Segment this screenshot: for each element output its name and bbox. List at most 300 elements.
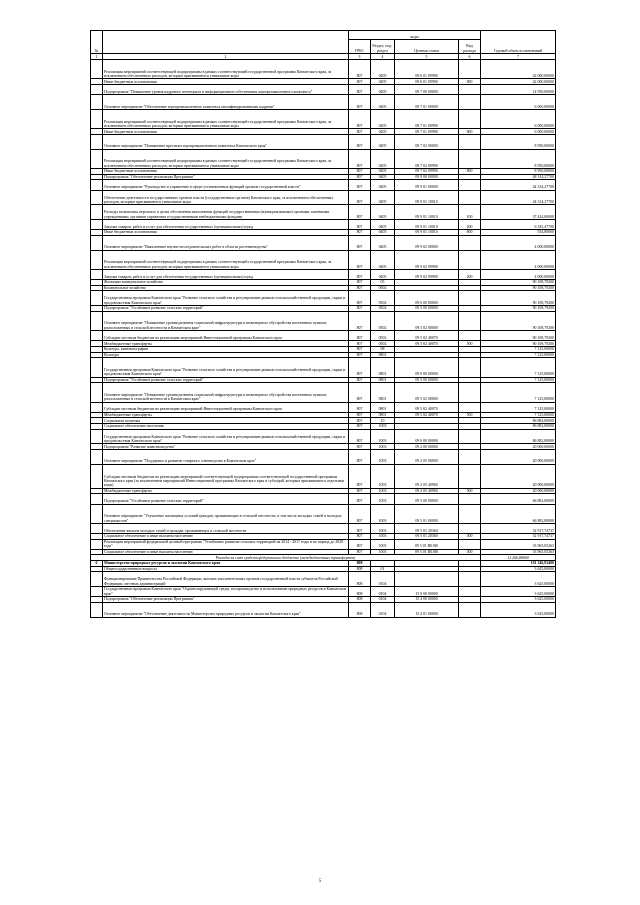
- row-razdel: 1003: [371, 504, 395, 523]
- row-name: Подпрограмма "Повышение уровня кадрового потенциала и информационного обеспечения агропромышленного комплекса": [103, 84, 349, 94]
- row-target-article: 09 7 00 00000: [395, 84, 459, 94]
- row-razdel: 0405: [371, 95, 395, 110]
- row-expense-type: [459, 587, 481, 597]
- row-expense-type: [459, 383, 481, 402]
- table-row: [91, 149, 556, 168]
- row-name: Обеспечение жильем молодых семей и граждан, проживающих в сельской местности: [103, 523, 349, 533]
- row-expense-type: [459, 149, 481, 168]
- row-razdel: 0801: [371, 358, 395, 377]
- row-expense-type: 300: [459, 534, 481, 540]
- row-target-article: 09 0 00 00000: [395, 291, 459, 306]
- row-expense-type: 500: [459, 341, 481, 347]
- row-target-article: 09 2 05 40960: [395, 464, 459, 488]
- row-razdel: 1003: [371, 539, 395, 549]
- row-grbs: 807: [349, 190, 371, 205]
- table-row: [91, 449, 556, 464]
- row-grbs: 807: [349, 444, 371, 450]
- row-expense-type: [459, 572, 481, 587]
- row-grbs: 807: [349, 235, 371, 250]
- row-razdel: 0502: [371, 331, 395, 341]
- row-razdel: 1003: [371, 494, 395, 504]
- row-sum: 3 625,00000: [481, 587, 556, 597]
- col-index: 1: [91, 54, 103, 60]
- row-expense-type: [459, 235, 481, 250]
- row-sum: 3 625,00000: [481, 566, 556, 572]
- row-name: Реализация мероприятий соответствующей подпрограммы в рамках соответствующей государственной программы Камчатского края, за исключением обеспеченных расходов, которым присваиваются уникальные коды: [103, 109, 349, 128]
- row-razdel: 0405: [371, 205, 395, 220]
- col-index: 3: [349, 54, 371, 60]
- row-sum: 90 108,79200: [481, 311, 556, 330]
- row-target-article: 09 0 00 00000: [395, 429, 459, 444]
- row-sum: 48 314,27700: [481, 174, 556, 180]
- row-target-article: 09 9 01 10010: [395, 205, 459, 220]
- row-sum: 8 950,00000: [481, 134, 556, 149]
- col-header-codes: коды: [349, 31, 481, 40]
- row-name: Обеспечение деятельности государственных органов власти (государственных органов) Камчатского края, за исключением обеспеченных расходов, которым присваиваются уникальные коды: [103, 190, 349, 205]
- row-name: Основное мероприятие "Повышение престижа агропромышленного комплекса Камчатского края": [103, 134, 349, 149]
- row-razdel: 0104: [371, 572, 395, 587]
- row-razdel: 1003: [371, 534, 395, 540]
- row-name: Реализация мероприятий соответствующей подпрограммы в рамках соответствующей государственной программы Камчатского края, за исключением обеспеченных расходов, которым присваиваются уникальные коды: [103, 250, 349, 269]
- row-expense-type: 200: [459, 220, 481, 230]
- row-target-article: 15 4 01 00000: [395, 602, 459, 617]
- row-grbs: 807: [349, 504, 371, 523]
- row-number: [91, 180, 103, 190]
- row-sum: 8 950,00000: [481, 149, 556, 168]
- table-row: [91, 602, 556, 617]
- table-row: [91, 250, 556, 269]
- table-row: [91, 180, 556, 190]
- row-razdel: 08: [371, 347, 395, 353]
- table-row: [91, 402, 556, 412]
- col-header-cs: Целевая статья: [395, 40, 459, 54]
- row-grbs: 807: [349, 109, 371, 128]
- row-grbs: 807: [349, 280, 371, 286]
- row-razdel: 0405: [371, 230, 395, 236]
- row-razdel: 0104: [371, 587, 395, 597]
- row-number: [91, 311, 103, 330]
- row-razdel: 0801: [371, 352, 395, 358]
- row-expense-type: [459, 84, 481, 94]
- row-name: Основное мероприятие "Поддержка и развитие северного оленеводства в Камчатском крае": [103, 449, 349, 464]
- row-razdel: 0405: [371, 235, 395, 250]
- row-expense-type: [459, 429, 481, 444]
- row-name: Межбюджетные трансферты: [103, 412, 349, 418]
- row-razdel: 0405: [371, 84, 395, 94]
- row-number: [91, 205, 103, 220]
- row-expense-type: 800: [459, 79, 481, 85]
- table-row: [91, 109, 556, 128]
- row-name: Основное мероприятие "Обеспечение агропромышленного комплекса квалифицированными кадрами": [103, 95, 349, 110]
- row-grbs: 807: [349, 285, 371, 291]
- row-name: Иные бюджетные ассигнования: [103, 169, 349, 175]
- row-name: Государственная программа Камчатского края "Охрана окружающей среды, воспроизводство и использование природных ресурсов в Камчатском крае": [103, 587, 349, 597]
- row-sum: 90 108,79200: [481, 280, 556, 286]
- row-number: [91, 464, 103, 488]
- row-target-article: 09 7 02 09990: [395, 169, 459, 175]
- row-target-article: 09 9 01 10010: [395, 230, 459, 236]
- row-expense-type: [459, 250, 481, 269]
- row-razdel: 0405: [371, 169, 395, 175]
- row-sum: 12 266,80000: [481, 555, 556, 561]
- row-name: Межбюджетные трансферты: [103, 341, 349, 347]
- table-row: [91, 205, 556, 220]
- row-razdel: 0502: [371, 341, 395, 347]
- row-number: [91, 235, 103, 250]
- row-name: Министерство природных ресурсов и экологии Камчатского края: [103, 561, 349, 567]
- row-expense-type: [459, 449, 481, 464]
- row-name: Основное мероприятие "Выполнение научно-исследовательских работ в области растениеводства": [103, 235, 349, 250]
- row-note: Расходы за счет средств федерального бюджета (межбюджетных трансфертов): [91, 555, 481, 561]
- row-name: Государственная программа Камчатского края "Развитие сельского хозяйства и регулирование рынков сельскохозяйственной продукции, сырья и продовольствия Камчатского края": [103, 358, 349, 377]
- row-razdel: 1003: [371, 464, 395, 488]
- row-target-article: 09 2 00 00000: [395, 444, 459, 450]
- row-razdel: 0405: [371, 250, 395, 269]
- row-name: Подпрограмма "Развитие животноводства": [103, 444, 349, 450]
- row-razdel: 1003: [371, 444, 395, 450]
- row-razdel: 0502: [371, 311, 395, 330]
- row-name: Реализация мероприятий федеральной целевой программы "Устойчивое развитие сельских территорий на 2014 - 2017 годы и на период до 2020 года": [103, 539, 349, 549]
- row-sum: 90 108,79200: [481, 331, 556, 341]
- row-grbs: 807: [349, 311, 371, 330]
- row-razdel: 0405: [371, 149, 395, 168]
- row-name: Закупка товаров, работ и услуг для обеспечения государственных (муниципальных) нужд: [103, 220, 349, 230]
- row-target-article: 15 0 00 00000: [395, 587, 459, 597]
- row-razdel: 0405: [371, 270, 395, 280]
- row-number: [91, 358, 103, 377]
- row-name: Подпрограмма "Обеспечение реализации Программы": [103, 174, 349, 180]
- row-razdel: 0405: [371, 220, 395, 230]
- row-razdel: 1003: [371, 488, 395, 494]
- row-target-article: 09 5 00 00000: [395, 377, 459, 383]
- row-grbs: 807: [349, 250, 371, 269]
- row-sum: 86 882,80000: [481, 429, 556, 444]
- row-target-article: 09 9 01 10010: [395, 190, 459, 205]
- row-name: Коммунальное хозяйство: [103, 285, 349, 291]
- row-grbs: 807: [349, 418, 371, 424]
- table-row: [91, 572, 556, 587]
- row-sum: 90 108,79200: [481, 306, 556, 312]
- row-number: [91, 250, 103, 269]
- row-sum: 14 950,00000: [481, 84, 556, 94]
- row-number: [91, 60, 103, 79]
- row-grbs: 807: [349, 488, 371, 494]
- row-number: [91, 95, 103, 110]
- row-sum: 7 125,00000: [481, 402, 556, 412]
- row-name: Расходы на выплаты персоналу в целях обеспечения выполнения функций государственными (муниципальными) органами, казенными учреждениями, органами управления государственными внебюджетными фондами: [103, 205, 349, 220]
- row-name: Основное мероприятие "Улучшение жилищных условий граждан, проживающих в сельской местности, в том числе молодых семей и молодых специалистов": [103, 504, 349, 523]
- row-expense-type: 100: [459, 205, 481, 220]
- row-sum: 7 125,00000: [481, 383, 556, 402]
- col-header-name: [103, 31, 349, 54]
- table-row: [91, 494, 556, 504]
- row-expense-type: [459, 523, 481, 533]
- row-razdel: 0502: [371, 306, 395, 312]
- table-row: [91, 190, 556, 205]
- row-number: [91, 109, 103, 128]
- row-expense-type: [459, 134, 481, 149]
- row-number: [91, 220, 103, 230]
- row-number: [91, 449, 103, 464]
- row-sum: 7 125,00000: [481, 377, 556, 383]
- row-expense-type: [459, 494, 481, 504]
- row-grbs: 807: [349, 383, 371, 402]
- table-row: [91, 383, 556, 402]
- row-grbs: 808: [349, 561, 371, 567]
- row-grbs: 807: [349, 539, 371, 549]
- row-razdel: 0405: [371, 190, 395, 205]
- row-razdel: 0502: [371, 291, 395, 306]
- row-expense-type: [459, 504, 481, 523]
- row-sum: 37 424,00000: [481, 205, 556, 220]
- row-target-article: [395, 572, 459, 587]
- row-number: [91, 291, 103, 306]
- row-grbs: 807: [349, 347, 371, 353]
- row-grbs: 807: [349, 220, 371, 230]
- row-expense-type: [459, 95, 481, 110]
- row-name: Культура: [103, 352, 349, 358]
- row-sum: 20 000,00000: [481, 449, 556, 464]
- row-target-article: 09 0 00 00000: [395, 358, 459, 377]
- row-target-article: 09 9 01 10010: [395, 220, 459, 230]
- table-row: [91, 429, 556, 444]
- row-razdel: 0405: [371, 134, 395, 149]
- row-razdel: 1003: [371, 449, 395, 464]
- col-index: 4: [371, 54, 395, 60]
- row-name: Функционирование Правительства Российской Федерации, высших исполнительных органов государственной власти субъектов Российской Федерации, местных администраций: [103, 572, 349, 587]
- row-grbs: 807: [349, 174, 371, 180]
- row-sum: 4 000,00000: [481, 250, 556, 269]
- row-razdel: 0405: [371, 129, 395, 135]
- row-grbs: 807: [349, 358, 371, 377]
- row-sum: 66 882,80000: [481, 504, 556, 523]
- col-header-grbs: ГРБС: [349, 40, 371, 54]
- row-sum: 6 000,00000: [481, 109, 556, 128]
- row-target-article: 09 2 05 40960: [395, 488, 459, 494]
- row-razdel: 0405: [371, 79, 395, 85]
- row-sum: 86 882,80000: [481, 418, 556, 424]
- row-name: Подпрограмма "Устойчивое развитие сельских территорий": [103, 377, 349, 383]
- row-number: [91, 602, 103, 617]
- row-sum: 3 625,00000: [481, 572, 556, 587]
- row-target-article: 09 5 02 00000: [395, 311, 459, 330]
- row-sum: 6 335,47700: [481, 220, 556, 230]
- row-name: Подпрограмма "Устойчивое развитие сельских территорий": [103, 494, 349, 504]
- row-sum: 33 965,05263: [481, 549, 556, 555]
- row-grbs: 807: [349, 331, 371, 341]
- row-sum: 42 000,00000: [481, 79, 556, 85]
- row-name: Социальное обеспечение населения: [103, 423, 349, 429]
- row-name: Иные бюджетные ассигнования: [103, 230, 349, 236]
- row-sum: 42 000,00000: [481, 60, 556, 79]
- row-sum: 4 000,00000: [481, 270, 556, 280]
- row-target-article: 09 9 02 09990: [395, 270, 459, 280]
- row-target-article: 09 5 00 00000: [395, 494, 459, 504]
- table-body: [91, 60, 556, 618]
- col-header-num: №: [91, 31, 103, 54]
- row-expense-type: [459, 60, 481, 79]
- row-razdel: 0801: [371, 377, 395, 383]
- row-name: Социальное обеспечение и иные выплаты населению: [103, 549, 349, 555]
- row-expense-type: 300: [459, 549, 481, 555]
- row-name: Реализация мероприятий соответствующей подпрограммы в рамках соответствующей государственной программы Камчатского края, за исключением обеспеченных расходов, которым присваиваются уникальные коды: [103, 60, 349, 79]
- row-sum: 3 625,00000: [481, 597, 556, 603]
- row-razdel: 0405: [371, 109, 395, 128]
- row-grbs: 807: [349, 423, 371, 429]
- row-razdel: 0502: [371, 285, 395, 291]
- col-header-razdel: Раздел, под-раздел: [371, 40, 395, 54]
- row-target-article: 09 7 02 09990: [395, 149, 459, 168]
- table-row: [91, 134, 556, 149]
- row-sum: 8 950,00000: [481, 169, 556, 175]
- row-target-article: 09 5 02 40070: [395, 412, 459, 418]
- row-sum: 44 314,27700: [481, 190, 556, 205]
- row-number: [91, 331, 103, 341]
- row-razdel: 01: [371, 566, 395, 572]
- row-grbs: 807: [349, 402, 371, 412]
- row-name: Государственная программа Камчатского края "Развитие сельского хозяйства и регулирование рынков сельскохозяйственной продукции, сырья и продовольствия Камчатского края": [103, 291, 349, 306]
- row-grbs: 807: [349, 306, 371, 312]
- row-grbs: 807: [349, 377, 371, 383]
- row-number: [91, 539, 103, 549]
- row-name: Социальное обеспечение и иные выплаты населению: [103, 534, 349, 540]
- row-target-article: 09 6 01 09990: [395, 60, 459, 79]
- table-row: [91, 539, 556, 549]
- table-row: [91, 464, 556, 488]
- budget-table: [90, 30, 556, 618]
- row-name: Общегосударственные вопросы: [103, 566, 349, 572]
- row-sum: 7 125,00000: [481, 347, 556, 353]
- row-target-article: 09 5 02 00000: [395, 383, 459, 402]
- row-name: Субсидии местным бюджетам на реализацию мероприятий соответствующей подпрограммы соответствующей государственной программы Камчатского края (за исключением мероприятий Инвестиционной программы Камчатского края и субсидий, которым присваиваются отдельные коды): [103, 464, 349, 488]
- row-razdel: 0801: [371, 402, 395, 412]
- row-razdel: 1003: [371, 549, 395, 555]
- row-grbs: 807: [349, 60, 371, 79]
- table-row: [91, 291, 556, 306]
- row-number: [91, 494, 103, 504]
- row-razdel: 0405: [371, 180, 395, 190]
- row-name: Межбюджетные трансферты: [103, 488, 349, 494]
- row-grbs: 808: [349, 566, 371, 572]
- row-target-article: 09 7 01 09990: [395, 129, 459, 135]
- row-grbs: 808: [349, 572, 371, 587]
- row-expense-type: 800: [459, 129, 481, 135]
- col-header-sum: Годовой объем ассигнований: [481, 31, 556, 54]
- row-razdel: 1003: [371, 429, 395, 444]
- row-razdel: 1003: [371, 423, 395, 429]
- table-row: [91, 235, 556, 250]
- row-sum: 6 000,00000: [481, 129, 556, 135]
- col-index: 2: [103, 54, 349, 60]
- row-number: [91, 134, 103, 149]
- row-grbs: 807: [349, 291, 371, 306]
- row-sum: 20 000,00000: [481, 444, 556, 450]
- row-number: [91, 429, 103, 444]
- row-grbs: 807: [349, 205, 371, 220]
- row-expense-type: [459, 539, 481, 549]
- row-grbs: 807: [349, 270, 371, 280]
- table-row: [91, 523, 556, 533]
- row-number: [91, 84, 103, 94]
- row-sum: 66 882,80000: [481, 494, 556, 504]
- row-name: Жилищно-коммунальное хозяйство: [103, 280, 349, 286]
- row-expense-type: [459, 180, 481, 190]
- row-razdel: 0801: [371, 412, 395, 418]
- row-grbs: 807: [349, 534, 371, 540]
- row-sum: 90 108,79200: [481, 341, 556, 347]
- row-sum: 4 000,00000: [481, 235, 556, 250]
- row-sum: 7 125,00000: [481, 358, 556, 377]
- row-target-article: 09 5 02 40070: [395, 341, 459, 347]
- row-sum: 554,80000: [481, 230, 556, 236]
- row-razdel: 10: [371, 418, 395, 424]
- col-index: 5: [395, 54, 459, 60]
- row-target-article: 09 9 02 09990: [395, 250, 459, 269]
- row-expense-type: [459, 331, 481, 341]
- row-sum: 20 000,00000: [481, 488, 556, 494]
- row-razdel: 1003: [371, 523, 395, 533]
- row-sum: 191 346,83400: [481, 561, 556, 567]
- row-grbs: 807: [349, 95, 371, 110]
- row-grbs: 807: [349, 523, 371, 533]
- row-name: Реализация мероприятий соответствующей подпрограммы в рамках соответствующей государственной программы Камчатского края, за исключением обеспеченных расходов, которым присваиваются уникальные коды: [103, 149, 349, 168]
- row-razdel: 0104: [371, 602, 395, 617]
- row-razdel: 0801: [371, 383, 395, 402]
- row-grbs: 807: [349, 494, 371, 504]
- row-target-article: 09 5 01 R0180: [395, 539, 459, 549]
- row-target-article: 09 5 01 20360: [395, 523, 459, 533]
- row-grbs: 807: [349, 79, 371, 85]
- row-grbs: 807: [349, 149, 371, 168]
- row-sum: 3 625,00000: [481, 602, 556, 617]
- table-row: [91, 587, 556, 597]
- table-row: [91, 220, 556, 230]
- row-sum: 86 882,80000: [481, 423, 556, 429]
- row-target-article: 15 4 00 00000: [395, 597, 459, 603]
- row-expense-type: 200: [459, 270, 481, 280]
- row-number: [91, 190, 103, 205]
- row-grbs: 807: [349, 549, 371, 555]
- row-target-article: 09 5 01 R0180: [395, 549, 459, 555]
- row-grbs: 807: [349, 230, 371, 236]
- table-row: [91, 95, 556, 110]
- table-row: [91, 84, 556, 94]
- col-index: 6: [459, 54, 481, 60]
- row-name: Основное мероприятие "Обеспечение деятельности Министерства природных ресурсов и экологии Камчатского края": [103, 602, 349, 617]
- col-index: 7: [481, 54, 556, 60]
- row-razdel: 0405: [371, 60, 395, 79]
- row-name: Государственная программа Камчатского края "Развитие сельского хозяйства и регулирование рынков сельскохозяйственной продукции, сырья и продовольствия Камчатского края": [103, 429, 349, 444]
- row-sum: 44 314,27700: [481, 180, 556, 190]
- row-number: 6: [91, 561, 103, 567]
- table-row: [91, 270, 556, 280]
- row-expense-type: [459, 402, 481, 412]
- row-grbs: 808: [349, 597, 371, 603]
- row-expense-type: [459, 109, 481, 128]
- row-expense-type: [459, 190, 481, 205]
- row-number: [91, 270, 103, 280]
- row-target-article: 09 9 00 00000: [395, 174, 459, 180]
- row-grbs: 808: [349, 602, 371, 617]
- row-grbs: 807: [349, 352, 371, 358]
- row-target-article: 09 7 02 00000: [395, 134, 459, 149]
- row-number: [91, 383, 103, 402]
- row-expense-type: [459, 464, 481, 488]
- row-target-article: 09 5 00 00000: [395, 306, 459, 312]
- row-sum: 7 125,00000: [481, 412, 556, 418]
- row-target-article: 09 5 01 00000: [395, 504, 459, 523]
- row-name: Основное мероприятие "Руководство и управление в сфере установленных функций органов государственной власти": [103, 180, 349, 190]
